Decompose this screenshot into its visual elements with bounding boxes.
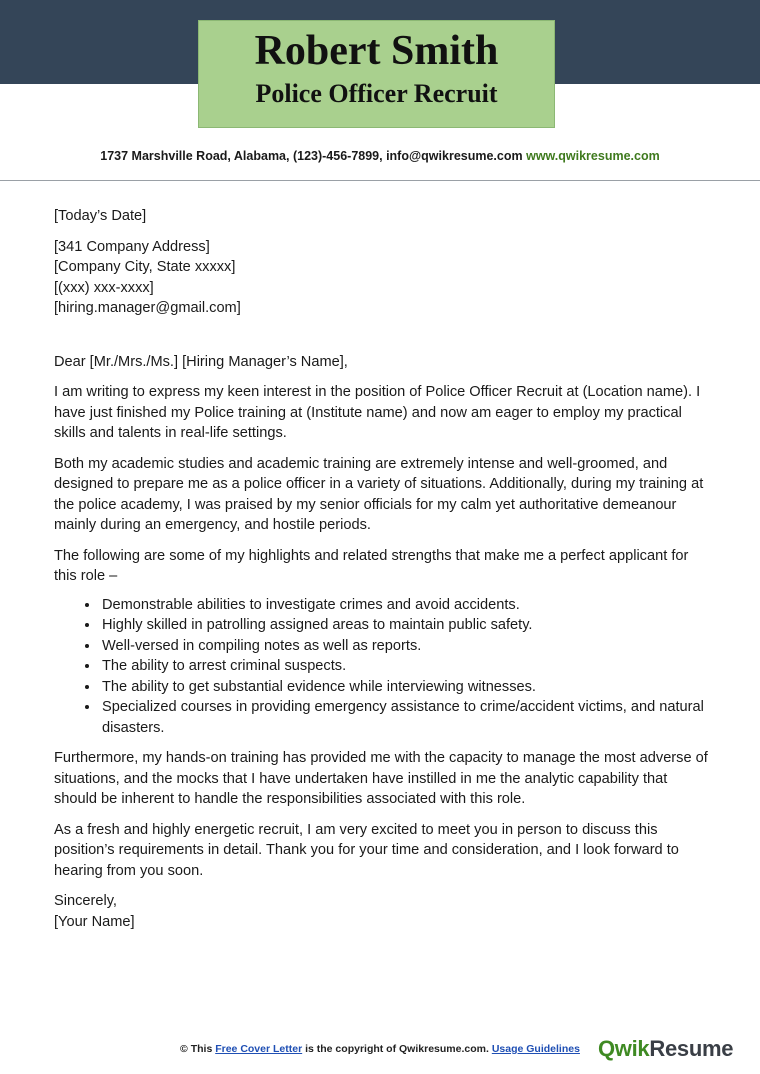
highlights-list — [54, 595, 714, 739]
letter-date: [Today’s Date] — [54, 208, 147, 224]
signature: [Your Name] — [54, 913, 135, 930]
website-link[interactable]: www.qwikresume.com — [526, 149, 660, 163]
logo-resume: Resume — [649, 1036, 734, 1061]
address-line: [hiring.manager@gmail.com] — [54, 300, 241, 316]
highlight-item: • Specialized courses in providing emergency assistance to crime/accident victims, and natural disasters. — [100, 697, 714, 738]
paragraph: As a fresh and highly energetic recruit, I am very excited to meet you in person to discuss this position’s requirements in detail. Thank you for your time and consideration, and I look forward to hearing from you soon. — [54, 821, 679, 879]
footer-prefix: © This — [180, 1043, 213, 1055]
candidate-name: Robert Smith — [254, 28, 499, 74]
paragraph: Both my academic studies and academic training are extremely intense and well-groomed, and designed to prepare me as a police officer in a variety of situations. Additionally, during my training at the police academy, I was praised by my senior officials for my calm yet authoritative demeanour mainly during an emergency, and hostile periods. — [54, 455, 704, 533]
paragraph: I am writing to express my keen interest in the position of Police Officer Recruit at (Location name). I have just finished my Police training at (Institute name) and now am eager to employ my practical skills and talents in real-life settings. — [54, 384, 701, 441]
signoff: Sincerely, — [54, 893, 117, 909]
name-box — [198, 20, 555, 128]
footer-copyright: is the copyright of Qwikresume.com. — [305, 1043, 489, 1055]
contact-details: 1737 Marshville Road, Alabama, (123)-456-7899, info@qwikresume.com — [100, 149, 523, 163]
address-line: [Company City, State xxxxx] — [54, 259, 236, 275]
letter-body — [54, 206, 714, 932]
highlight-item: • The ability to get substantial evidence while interviewing witnesses. — [100, 677, 714, 698]
highlight-item: • The ability to arrest criminal suspects. — [100, 656, 714, 677]
qwikresume-logo — [598, 1036, 733, 1062]
contact-line — [0, 149, 760, 163]
paragraph: The following are some of my highlights and related strengths that make me a perfect applicant for this role – — [54, 547, 689, 584]
address-line: [341 Company Address] — [54, 238, 210, 255]
job-title: Police Officer Recruit — [255, 79, 498, 108]
highlight-item: • Demonstrable abilities to investigate crimes and avoid accidents. — [100, 595, 714, 616]
address-line: [(xxx) xxx-xxxx] — [54, 279, 154, 296]
usage-guidelines-link[interactable]: Usage Guidelines — [491, 1043, 580, 1055]
salutation: Dear [Mr./Mrs./Ms.] [Hiring Manager’s Name], — [54, 353, 348, 370]
highlight-item: • Highly skilled in patrolling assigned areas to maintain public safety. — [100, 615, 714, 636]
free-cover-letter-link[interactable]: Free Cover Letter — [215, 1043, 303, 1055]
logo-qwik: Qwik — [598, 1036, 650, 1061]
header-divider — [0, 180, 760, 181]
paragraph: Furthermore, my hands-on training has provided me with the capacity to manage the most adverse of situations, and the mocks that I have undertaken have instilled in me the analytic capability that should be inherent to handle the responsibilities associated with this role. — [54, 750, 708, 807]
recipient-address — [54, 237, 714, 319]
highlight-item: • Well-versed in compiling notes as well as reports. — [100, 636, 714, 657]
